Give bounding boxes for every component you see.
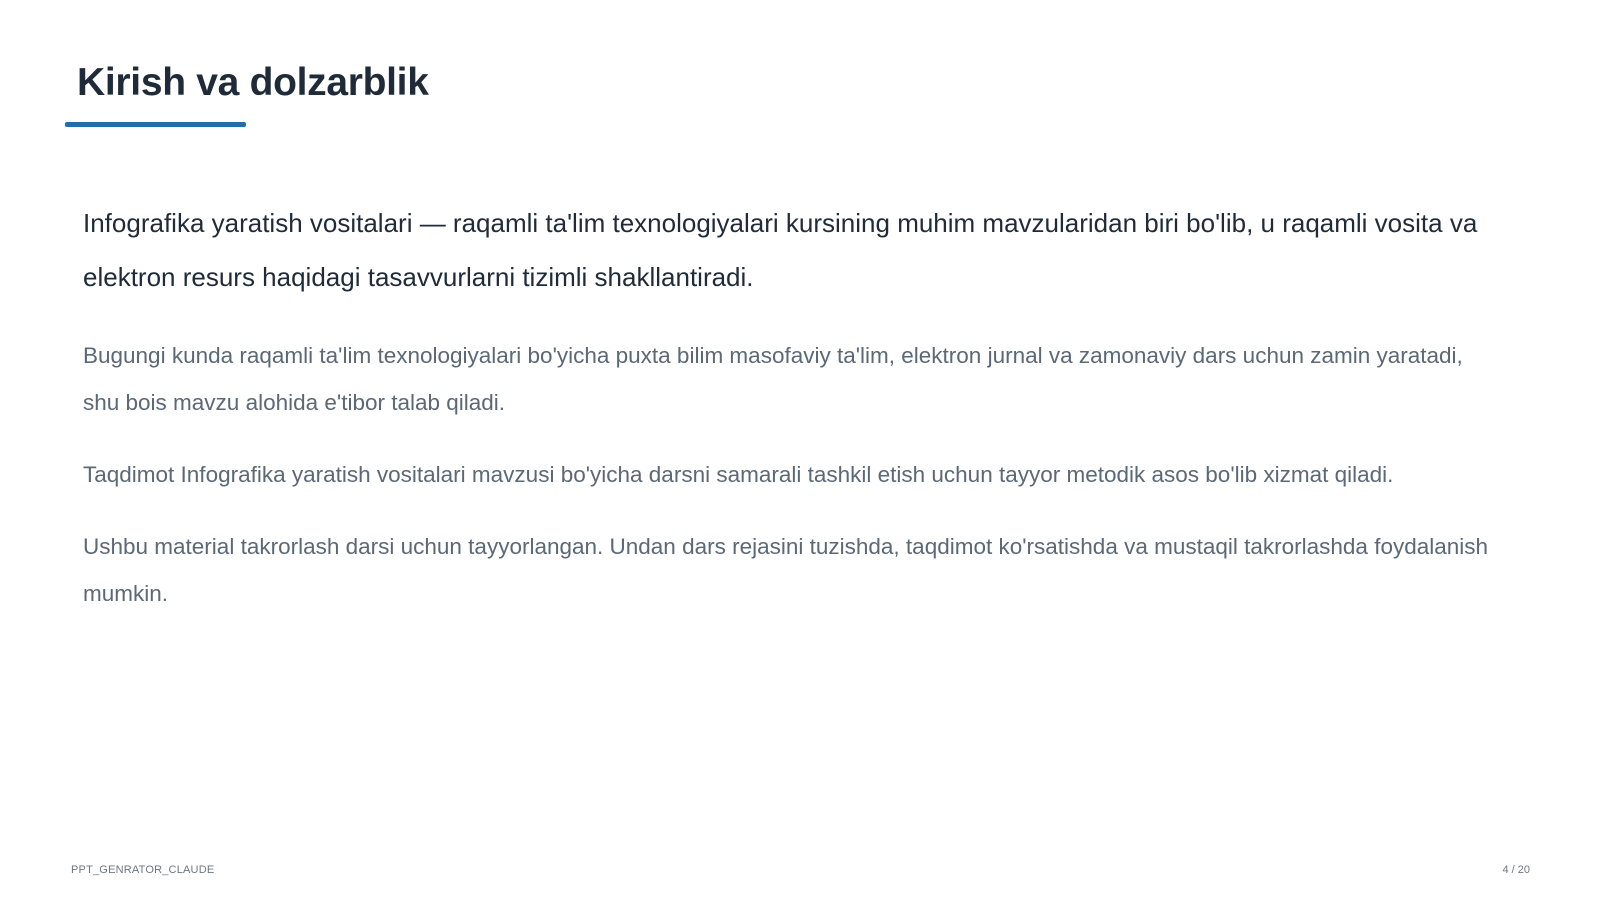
body-paragraph-2: Taqdimot Infografika yaratish vositalari mavzusi bo'yicha darsni samarali tashkil etish uchun tayyor metodik asos bo'lib xizmat qiladi. — [83, 462, 1394, 487]
body-paragraph-1: Bugungi kunda raqamli ta'lim texnologiyalari bo'yicha puxta bilim masofaviy ta'lim, elektron jurnal va zamonaviy dars uchun zamin yaratadi, shu bois mavzu alohida e'tibor talab qiladi. — [83, 343, 1463, 415]
slide-title: Kirish va dolzarblik — [77, 61, 429, 104]
footer-generator-label: PPT_GENRATOR_CLAUDE — [71, 864, 215, 876]
title-underline — [65, 122, 246, 127]
page-number: 4 / 20 — [1502, 864, 1530, 876]
body-paragraph-3: Ushbu material takrorlash darsi uchun tayyorlangan. Undan dars rejasini tuzishda, taqdimot ko'rsatishda va mustaqil takrorlashda foydalanish mumkin. — [83, 534, 1489, 606]
lead-paragraph: Infografika yaratish vositalari — raqamli ta'lim texnologiyalari kursining muhim mavzularidan biri bo'lib, u raqamli vosita va elektron resurs haqidagi tasavvurlarni tizimli shakllantiradi. — [83, 208, 1478, 292]
slide-content — [83, 196, 1503, 642]
